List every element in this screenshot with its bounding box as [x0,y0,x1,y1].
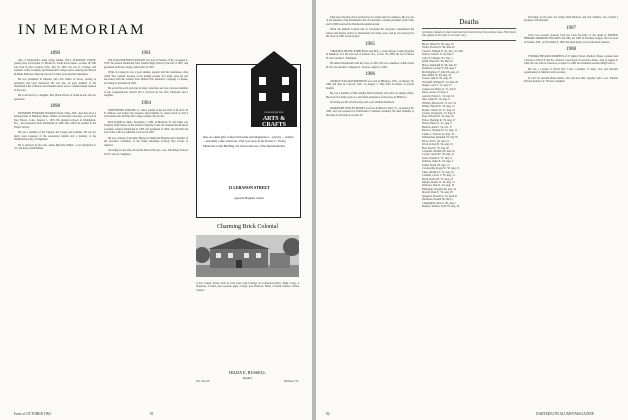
obituary-paragraph: RANDOLPH WESLEY MOREY was born in Bellows Falls, Vt., on January 30, 1883, and was prepared for Dartmouth at Vermont Academy. He died suddenly at his home in Woodstock on June 20. [326,106,414,117]
death-entry: Robinson, George W. '06, Aug. 7 [422,67,457,71]
deaths-note: [A listing of deaths of which word has been received since the previous issue. Full notices may appear in this issue or in a later one.] [422,31,516,38]
obituary-paragraph: RAYMOND EVERARD WALKER Swain of Rye, N.H., died June 26 at a nursing home in Hampton, Mass. Walker, an insurance executive, was born in New Haven, Conn., January 1, 1876. He attended schools in Washington, D.C., and graduated from Dartmouth in 1898 after which he studied at the Thayer School. [14,111,96,129]
realty-ad-title: Charming Brick Colonial [217,224,278,230]
right-page [316,0,628,420]
obituary-paragraph: He is survived by a daughter, Mrs. Harold Davis of South Acton, and two grandsons. [14,94,96,101]
obituary-paragraph: WILLIAM WHITTIER CRUSSON was born in Nashua, N.H., on August 4, 1879. He entered Dartmouth from Nashua High School in the fall of 1897, and graduated from the College with honors in 1901. [104,59,188,69]
death-entry: Luther, Frank '29, Aug. 13 [422,163,450,167]
obituary-paragraph: Word was recently received from the Class Secretary of the death of ARTHUR HERMAN MORROW FOGARTY last May 26, 1962 in Portland, Oregon. He was born in Nashua, N.H., on November 8, 1885 and spent many years in the hotel business. [524,33,618,44]
death-entry: Peck, Carl N. '24, Sept. 11 [422,139,450,143]
death-entry: Woodruff, William N. '10, June 29 [422,80,458,84]
obituary-column-1 [14,48,96,403]
death-entry: Ryan, Edward M. '18, Aug. 30 [422,115,454,119]
death-entry: Gerlach, Edwin C. '13, July 16 [422,94,454,98]
death-entry: Hatch, Robert H. '37, Aug. 23 [422,177,453,181]
realty-ad-caption: A few country homes with 10 acres land, long frontage on Connecticut River. Eight rooms, 3 fireplaces, 4 baths, plus separate guest cottage; near Hanover. Many Colonial features. Offers wanted. [196,282,299,292]
class-year-heading: 1906 [365,71,375,77]
obituary-paragraph: He entered Dartmouth with the Class of 1905 and was a member of Beta Theta Pi. He was married to Margaret L. Preston, August 4, 1962. [326,62,414,69]
class-year-heading: 1890 [50,51,60,56]
obituary-paragraph: JOHN HENRY WATSON, Jr., senior partner in the law firm of M. & W. & D. Johnson, and former city treasurer, died suddenly of a heart attack on July 6 at his home near the Harvard College campus. He was 80. [104,108,188,119]
obituary-column-3 [326,16,414,404]
obituary-paragraph: One of Dartmouth's oldest living alumni, WILL ATKINSON CHASE, passed away at his home, 27 Martin St., South Acton, Mass., on June 18. Will was born in New London, N.H., July 16, 1867, the son of a farmer, and attended Colby Academy and Dartmouth College before entering the Boston & Maine Railroad, where he served for many years until his retirement. [14,59,96,76]
death-entry: Norris, Parker G. '21, Aug. 9 [422,122,452,126]
death-entry: Cullen, L. Francis '22, Sept. 23 [422,132,455,136]
house-photo [196,235,299,277]
realtor-contact: Tel. 354-W Windsor, Vt. [196,379,299,383]
death-entry: Cunningham, Paul G. '62, Aug. 1 [422,201,457,205]
death-entry: Greenwood, Harry R. '11, July 8 [422,87,456,91]
obituary-paragraph: John never married and is survived by two sisters and two nephews. He was one of the founders of the Dartmouth Club of Cleveland, a former president of the Club, and in 1960 received the Dartmouth Alumni Award. [326,16,414,26]
page-number-right: 92 [326,412,330,416]
death-entry: Swain, Everard W. '98, June 29 [422,46,455,50]
obituary-paragraph: He was a member of Psi Upsilon and Casque and Gauntlet. He was for many years treasurer of the Associated Alumni and a member of the Dartmouth Society of Engineers. [14,131,96,142]
death-entry: Spurgeon, Donald A. '55, April 21 [422,194,458,198]
obituary-paragraph: Born in Milford, Mass., November 1, 1881, in Bradford, Vt., his father was formerly Chief Justice of the Vermont Supreme Court. He attended the Bradford Academy, entered Dartmouth in 1900 and graduated in 1904, and the Harvard Law School. He was admitted to the bar in 1907. [104,120,188,135]
death-entry: Zerbe, Donald E. '27, July 11 [422,156,453,160]
magazine-footer: DARTMOUTH ALUMNI MAGAZINE [536,412,594,416]
left-page [0,0,312,420]
death-entry: Sullivan, James E. '29, Aug. 2 [422,160,454,164]
obituary-column-4 [524,16,618,404]
class-year-heading: 1898 [50,103,60,109]
obituary-paragraph: While in college he was a good student, popular with his classmates, often called 'The General' because of his upright posture. For many years he was associated with the Granite State Mutual Fire Insurance Company of Keene, becoming its president in 1935. [104,71,188,85]
death-entry: Perkins, Robert W. '40, Aug. 15 [422,181,455,185]
death-entry: Barrows, Thomas W. '22, Aug. 12 [422,129,458,133]
death-entry: Copeland, William '26, June 24 [422,149,455,153]
death-entry: Zimmerman, Rudolph '23, July 30 [422,136,458,140]
death-entry: MacNaughton, F. John '06, Aug. 22 [422,70,459,74]
class-year-heading: 1904 [141,100,151,106]
page-title: IN MEMORIAM [18,22,146,38]
death-entry: Jefferson, Dale O. '45, Aug. 19 [422,184,455,188]
death-entry: Bryant, Charles W. '17, Aug. 24 [422,108,455,112]
obituary-paragraph: Surviving are his wife, the former Marion Woods, a son, John Henry Watson III '35, and two daughters. [104,149,188,156]
death-entry: Wood, Robert B. '24, Aug. 19 [422,143,453,147]
death-entry: Hart, Fred W. '25, July 28 [422,146,449,150]
obituary-paragraph: He served his town and state in many capacities and was a devoted member of the Congregational Church. He is survived by his wife, Elizabeth, and a daughter. [104,87,188,98]
deaths-list [422,16,516,404]
ad-address: 13 LEBANON STREET [228,185,270,190]
obituary-paragraph: Surviving are his wife, Dorothy, and a son, William Robinson. [330,101,395,105]
house-roof-graphic [251,51,297,69]
death-entry: Gordon, Douglas R. '18, Sept. 8 [422,111,456,115]
ad-description: One-of-a-kind gifts crafted with pride and imagination ... jewelry ... textiles ... and many other selections. Visit your shop in the Robert C. Strong Memorial Crafts Building, the barn in the rear of the Dartmouth Inn. [203,135,294,148]
obituary-paragraph: He is survived by his wife, Annie Marcella Walker; a son, Raymond Jr. '27; and three grandchildren. [14,143,96,151]
obituary-paragraph: He was prominent in Masonic and civic affairs of Acton, serving as selectman and town moderator. He was also an early member of the Dartmouth Club of Boston and attended nearly every Commencement reunion of his class. [14,78,96,92]
deaths-heading: Deaths [459,18,479,26]
realtor-name: HILDA E. RUSSELL Realtor [229,370,266,380]
obituary-paragraph: THOMAS EDWARD ANDREWS of 27 Quincy Street, Medford, Mass., treasurer and a director of the N.F. and F.C. Andrew Corporation of Lawrence, Mass., died on August 9, 1962. He was born in Lawrence on April 14, 1885 and attended Lawrence High School. [524,55,618,66]
obituary-paragraph: GEORGE WILLIAM ROBINSON was born in Hillsboro, N.H., on January 18, 1882 and died in Concord, N.H., on August 7, 1962 after an illness of several months. [326,79,414,90]
death-entry: Whitney, Mervin M. '15, Oct. 22 [422,101,456,105]
obituary-column-2 [104,48,188,403]
class-year-heading: 1907 [566,25,576,31]
arts-crafts-logo: ARTS & CRAFTS [261,116,286,128]
death-entry: Davis, Aaron '13, Aug. 4 [422,91,448,95]
obituary-paragraph: He was a member of Phi Gamma Delta fraternity and active in alumni affairs. He served for many years as a selectman and justice of the peace in Hillsboro. [326,92,414,99]
death-entry: Draper, Cecil T. '11, Aug. 27 [422,84,452,88]
page-number-left: 91 [150,412,154,416]
obituary-paragraph: He was a trustee of the Mary Hitchcock Memorial Hospital and a member of the executive committee of the White Mountain Council, Boy Scouts of America. [104,136,188,147]
deaths-entries [422,43,516,209]
death-entry: Walker, Harold W. '16, Aug. 13 [422,105,455,109]
death-entry: Duchesne, Donald '60, May 5 [422,198,453,202]
death-entry: Chase, Richard V. '31, Aug. 16 [422,170,454,174]
death-entry: Bullock, Allen J. '22, Oct. 17 [422,125,453,129]
death-entry: Morey, Randolph W. '06, June 20 [422,63,457,67]
obituary-paragraph: When the Alumni Council met in Cleveland his associates remembered his sincere and tireless service to Dartmouth over many years, and he was honored by the Class of 1905 for his loyalty. [326,28,414,39]
class-year-heading: 1908 [566,47,576,53]
death-entry: Myers, Walter W. '90, Aug. 19 [422,42,454,46]
obituary-paragraph: He was a veteran of World War I and a member of many civic and fraternal organizations in Medford and Lawrence. [524,67,618,75]
ad-address-note: opposite Hopkins Center [234,196,264,200]
death-entry: Crusson, William W. '01, Dec. 16, 1961 [422,49,464,53]
death-entry: Colesworthy, Roger W. '30, Aug. 25 [422,167,460,171]
death-entry: Towne, John D. '09, Aug. 28 [422,77,452,81]
obituary-paragraph: Surviving are his wife, the former Ruth Harmon, and four children, one of them a graduate of Dartmouth. [524,16,618,23]
death-entry: Crandall, Carlos T. '33, Aug. 12 [422,174,455,178]
class-year-heading: 1905 [365,41,375,47]
issue-footer: Issue of OCTOBER 1962 [14,412,51,416]
death-entry: Pulakos, Vasilios, LLB '78, Aug. 26 [422,205,460,209]
obituary-paragraph: In 1917 he married Helen Kibbe, who survives him, together with a son, Thomas Edward Andrews Jr. '38 and a daughter. [524,76,618,83]
death-entry: Watson, John H. Jr. '04, July 6 [422,53,454,57]
league-label: LEAGUE OF N.H. [264,111,284,114]
death-entry: Otis, Luther B. '14, Aug. 8 [422,98,450,102]
death-entry: Rust, Philip W. '08, Aug. 18 [422,73,451,77]
death-entry: Fulton, Hastings R. '19, Aug. 27 [422,118,456,122]
class-year-heading: 1901 [141,51,151,56]
obituary-paragraph: VIRGINIUS FRANK ESHELMAN died May 1 at the Mercer County Hospital in Hamilton, N.J. He was born at Trenton, N.J., on Oct. 30, 1883, the son of Simon H. and Caroline L. Eshelman. [326,49,414,60]
death-entry: Ladd, F. Chandler '05, Sept. 1 [422,56,453,60]
death-entry: Crosby, Gerald W. '26, Aug. 31 [422,153,455,157]
arts-crafts-ad[interactable] [196,64,301,218]
death-entry: Morrell, Peter E. '52, Aug. 20 [422,191,453,195]
death-entry: Dunbaugh, Douglas '49, Aug. 14 [422,187,456,191]
death-entry: Smith, Harold B. '06, May 19 [422,60,453,64]
